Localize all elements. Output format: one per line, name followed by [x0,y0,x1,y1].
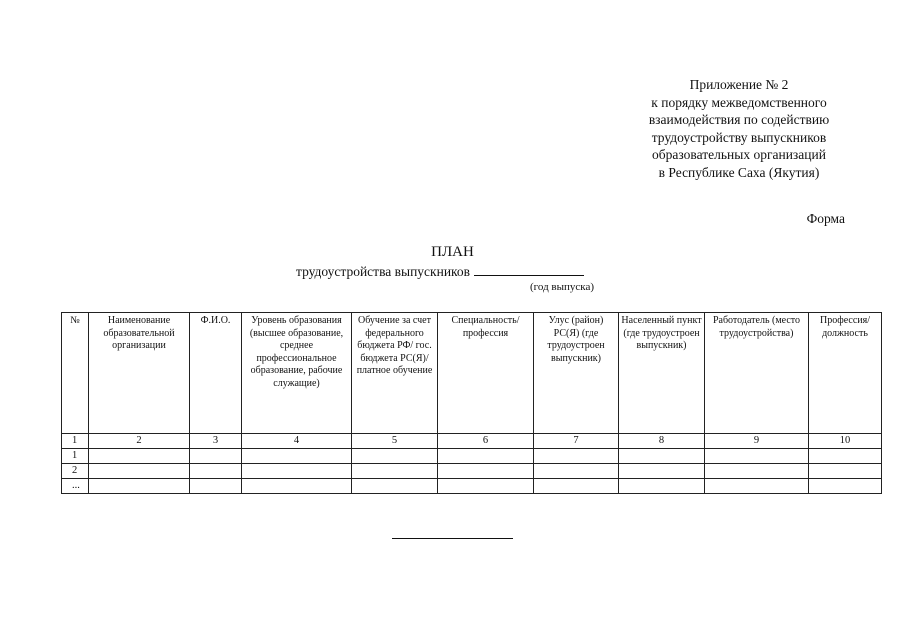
column-number-cell: 6 [438,434,534,449]
table-cell [534,464,619,479]
table-cell [619,479,705,494]
table-cell [242,479,352,494]
table-cell [809,479,882,494]
table-cell [89,464,190,479]
table-cell [619,449,705,464]
column-number-cell: 9 [705,434,809,449]
row-number-cell: 2 [62,464,89,479]
appendix-line: взаимодействия по содействию [648,112,830,127]
appendix-line: образовательных организаций [652,147,826,162]
table-cell [352,479,438,494]
column-number-cell: 10 [809,434,882,449]
table-cell [438,449,534,464]
table-row [62,479,882,494]
table-row [62,449,882,464]
column-number-cell: 8 [619,434,705,449]
header-cell: Населенный пункт (где трудоустроен выпускник) [619,313,705,434]
table-cell [705,464,809,479]
column-number-cell: 4 [242,434,352,449]
table-cell [438,464,534,479]
column-number-cell: 2 [89,434,190,449]
table-cell [89,479,190,494]
header-cell: Улус (район) РС(Я) (где трудоустроен выпускник) [534,313,619,434]
plan-table [61,312,882,494]
header-cell: Специальность/ профессия [438,313,534,434]
header-cell: Ф.И.О. [190,313,242,434]
table-cell [809,449,882,464]
table-cell [242,449,352,464]
appendix-line: в Республике Саха (Якутия) [658,164,820,180]
table-cell [190,479,242,494]
plan-subtitle-text: трудоустройства выпускников [296,264,471,279]
table-cell [352,449,438,464]
header-row [62,313,882,434]
table-cell [619,464,705,479]
plan-title: ПЛАН [431,244,474,260]
row-number-cell: ... [62,479,89,494]
table-cell [190,464,242,479]
column-number-cell: 5 [352,434,438,449]
table-cell [534,479,619,494]
year-blank-line [474,262,584,276]
form-label: Форма [806,211,845,226]
plan-subtitle [296,262,584,281]
header-cell: Работодатель (место трудоустройства) [705,313,809,434]
header-cell: № [62,313,89,434]
table-cell [352,464,438,479]
table-cell [438,479,534,494]
column-number-cell: 7 [534,434,619,449]
column-number-cell: 1 [62,434,89,449]
header-cell: Обучение за счет федерального бюджета РФ/ гос. бюджета РС(Я)/ платное обучение [352,313,438,434]
table-cell [705,479,809,494]
appendix-line: к порядку межведомственного [651,94,827,110]
row-number-cell: 1 [62,449,89,464]
appendix-line: Приложение № 2 [689,77,789,92]
table-cell [89,449,190,464]
table-cell [534,449,619,464]
year-hint: (год выпуска) [530,281,595,293]
header-cell: Уровень образования (высшее образование, среднее профессиональное образование, рабочие служащие) [242,313,352,434]
table-cell [705,449,809,464]
header-cell: Наименование образовательной организации [89,313,190,434]
header-cell: Профессия/ должность [809,313,882,434]
signature-line [392,538,513,539]
table-cell [242,464,352,479]
appendix-note [600,76,878,181]
column-number-row [62,434,882,449]
appendix-line: трудоустройству выпускников [651,129,827,145]
table-cell [809,464,882,479]
column-number-cell: 3 [190,434,242,449]
table-row [62,464,882,479]
table-cell [190,449,242,464]
